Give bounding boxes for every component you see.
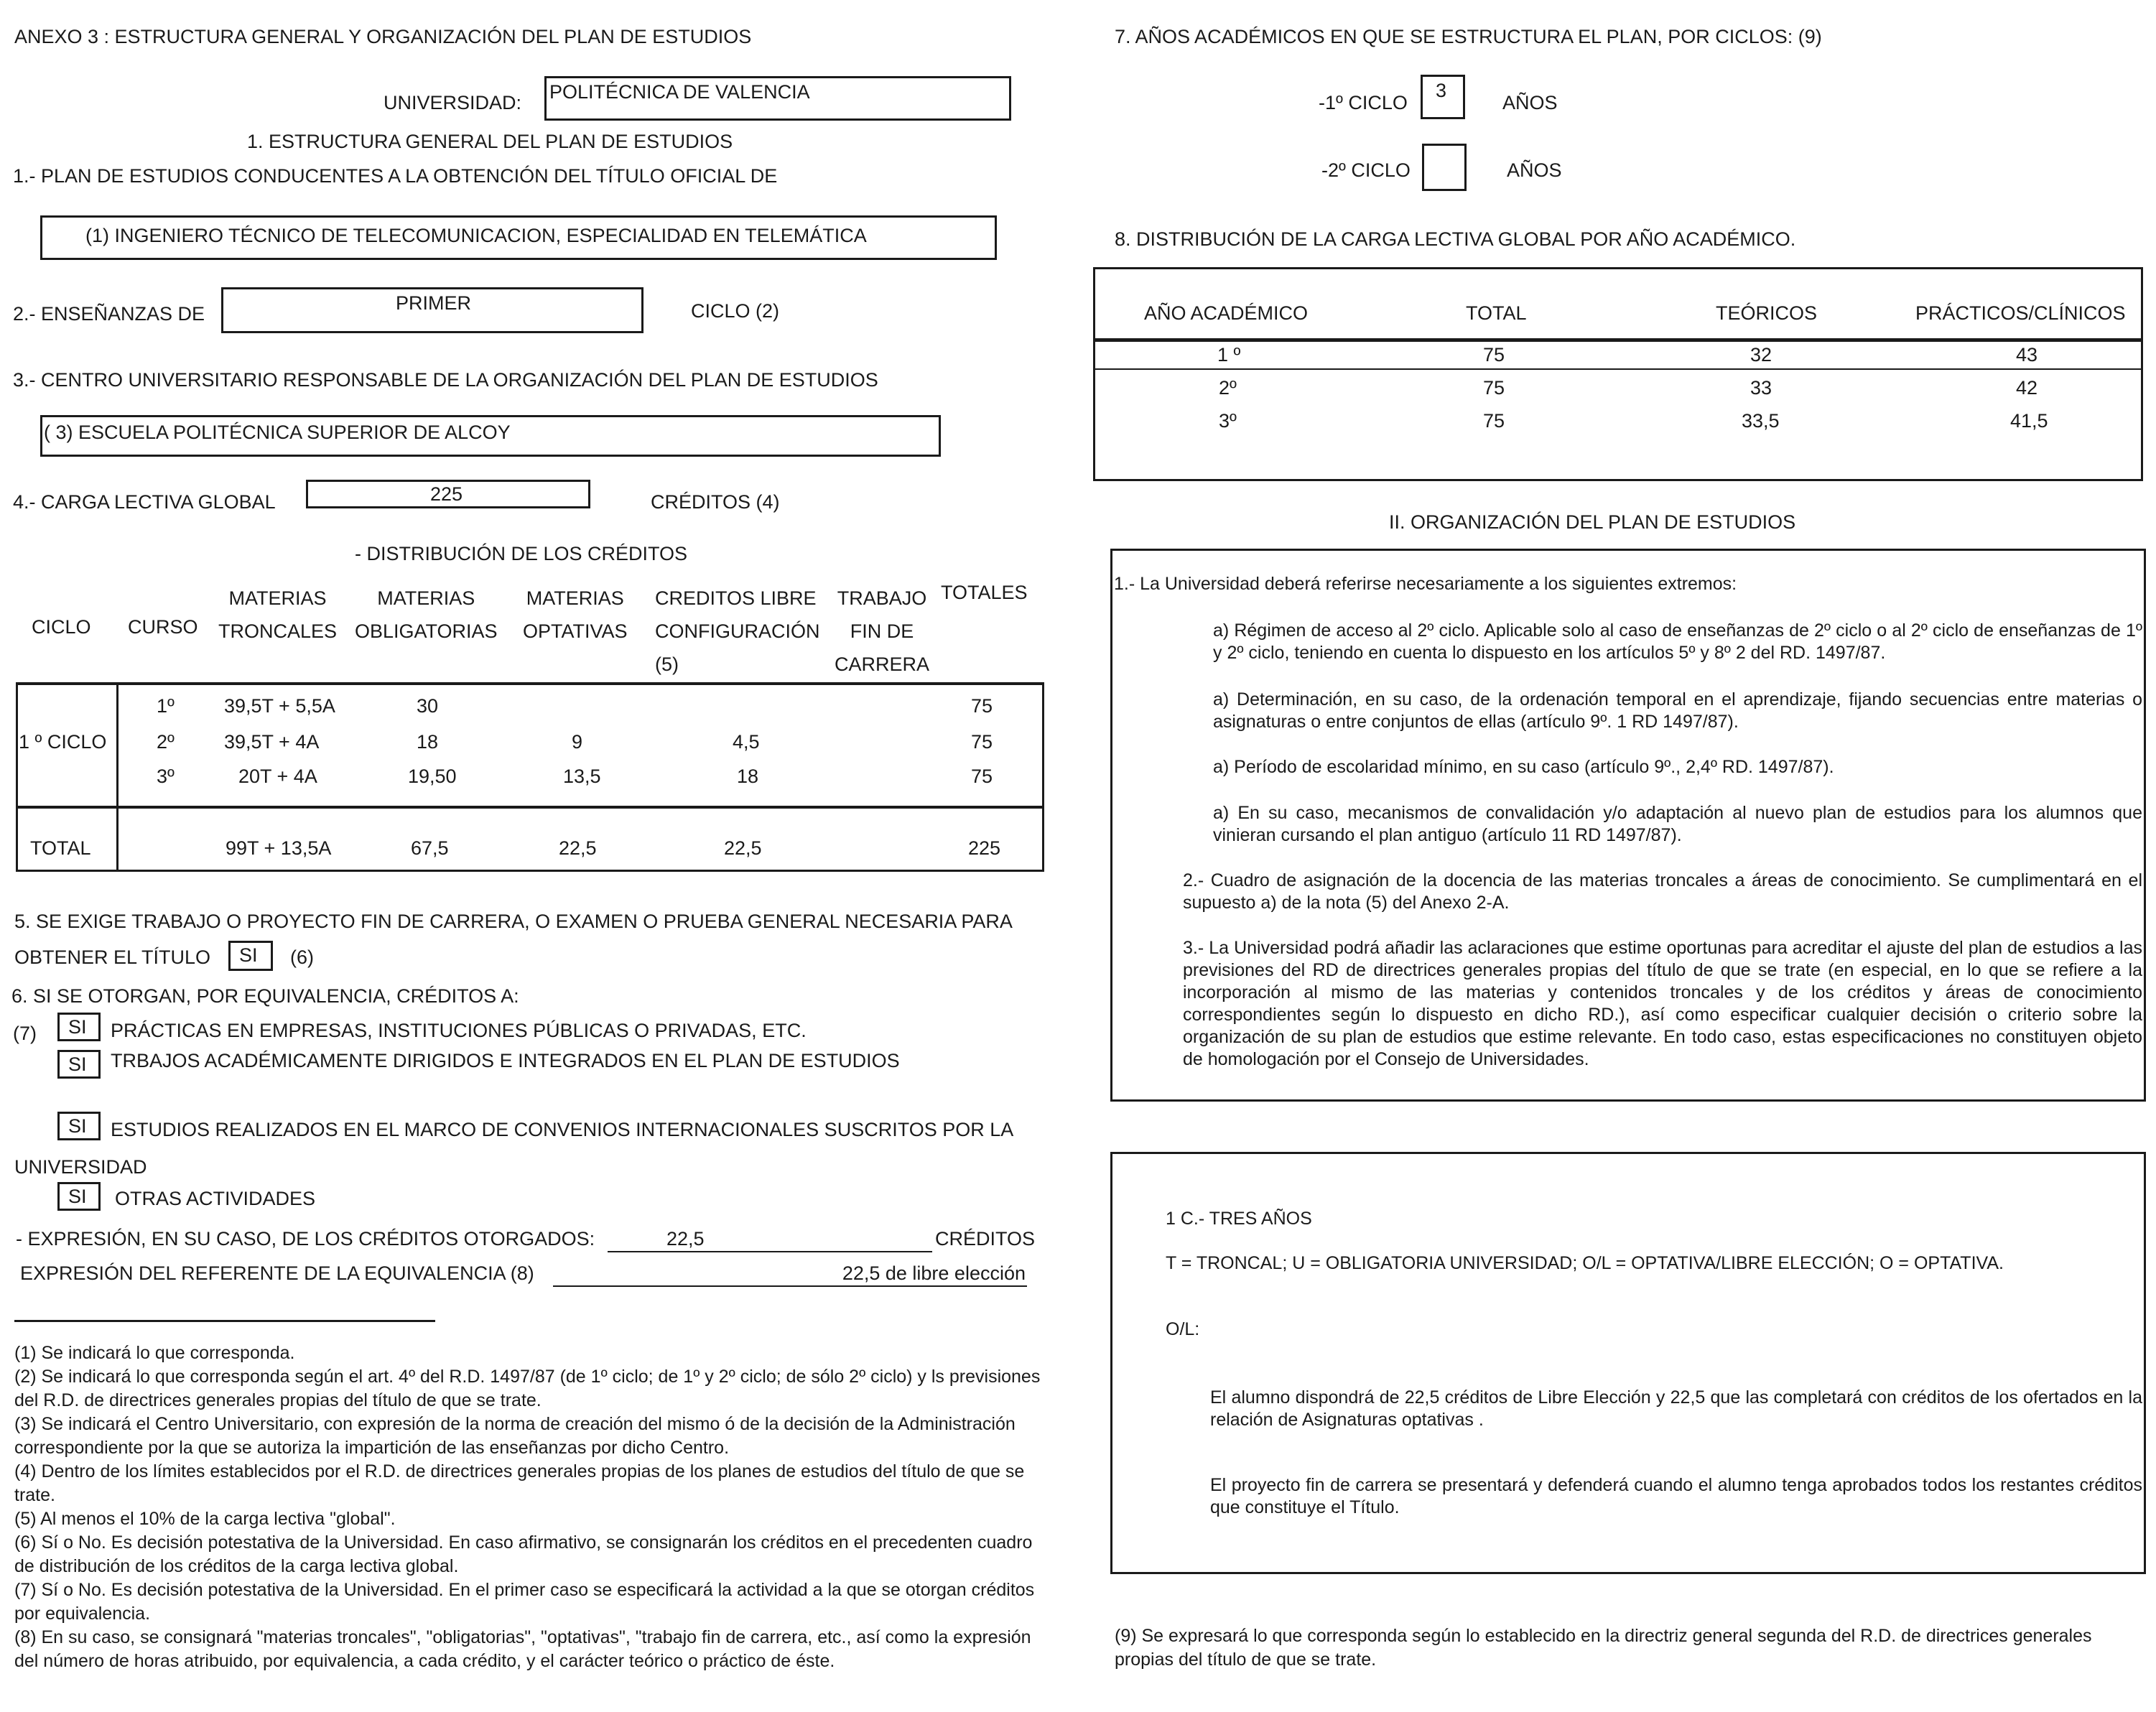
ac-row1-practicos: 43 [2016, 344, 2038, 366]
cycle2-label: -2º CICLO [1321, 159, 1411, 181]
row3-troncales: 20T + 4A [238, 766, 317, 787]
ac-row3-practicos: 41,5 [2010, 410, 2048, 432]
header-ciclo: CICLO [32, 616, 91, 638]
item5-note: (6) [290, 946, 314, 968]
ac-header-practicos: PRÁCTICOS/CLÍNICOS [1915, 302, 2126, 324]
equiv1-box [57, 1013, 101, 1041]
ref-line [553, 1262, 1027, 1287]
row2-troncales: 39,5T + 4A [224, 731, 320, 753]
item5-line2: OBTENER EL TÍTULO [14, 946, 211, 968]
total-label: TOTAL [30, 837, 91, 859]
header-libre: CREDITOS LIBRE CONFIGURACIÓN (5) [655, 587, 820, 675]
ac-row1-total: 75 [1483, 344, 1505, 366]
notes-paragraph-2: El proyecto fin de carrera se presentará y defenderá cuando el alumno tenga aprobados todos los restantes créditos que constituye el Título. [1210, 1475, 2142, 1517]
notes-paragraph-1: El alumno dispondrá de 22,5 créditos de Libre Elección y 22,5 que las completará con créditos de los ofertados en la relación de Asignaturas optativas . [1210, 1387, 2142, 1430]
equiv1-value: SI [68, 1016, 87, 1038]
credits-header-row [16, 574, 1044, 685]
cycle1-label: -1º CICLO [1319, 92, 1408, 113]
item2-suffix: CICLO (2) [691, 300, 780, 322]
org-paragraph-3: 3.- La Universidad podrá añadir las aclaraciones que estime oportunas para acreditar el ajuste del plan de estudios a las previsiones del RD de directrices generales propias del título de que se trate (en especial, en lo que se refiere a la incorporación al mismo de las materias y contenidos troncales y de los créditos y áreas de conocimiento correspondientes según lo dispuesto en dicho RD.), así como especificar cualquier decisión o criterio sobre la organización de su plan de estudios que estime relevante. En todo caso, estas especificaciones no constituyen objeto de homologación por el Consejo de Universidades. [1183, 938, 2142, 1069]
org-intro: 1.- La Universidad deberá referirse necesariamente a los siguientes extremos: [1114, 574, 1737, 594]
ac-row-rule [1095, 368, 2141, 370]
organization-box [1110, 549, 2146, 1102]
header-optativas: MATERIAS OPTATIVAS [523, 587, 628, 642]
org-item-4: a) En su caso, mecanismos de convalidación y/o adaptación al nuevo plan de estudios para los alumnos que vinieran cursando el plan antiguo (artículo 11 RD 1497/87). [1213, 803, 2142, 845]
cycle1-box [1421, 75, 1465, 119]
item5-value: SI [239, 944, 258, 966]
expr-value: 22,5 [666, 1228, 705, 1250]
annex-title: ANEXO 3 : ESTRUCTURA GENERAL Y ORGANIZACIÓN DEL PLAN DE ESTUDIOS [14, 26, 752, 47]
ac-row2-total: 75 [1483, 377, 1505, 399]
footnote-7: (7) Sí o No. Es decisión potestativa de la Universidad. En el primer caso se especificará la actividad a la que se otorgan créditos por equivalencia. [14, 1580, 1035, 1624]
distribution-title: - DISTRIBUCIÓN DE LOS CRÉDITOS [355, 543, 688, 564]
footnote-5: (5) Al menos el 10% de la carga lectiva "global". [14, 1509, 396, 1529]
expr-label: - EXPRESIÓN, EN SU CASO, DE LOS CRÉDITOS OTORGADOS: [16, 1228, 595, 1250]
center-value: ( 3) ESCUELA POLITÉCNICA SUPERIOR DE ALCOY [44, 422, 511, 443]
org-item-3: a) Período de escolaridad mínimo, en su caso (artículo 9º., 2,4º RD. 1497/87). [1213, 757, 1834, 777]
ref-label: EXPRESIÓN DEL REFERENTE DE LA EQUIVALENCIA (8) [20, 1262, 534, 1284]
equiv4-text: OTRAS ACTIVIDADES [115, 1188, 316, 1209]
item3-label: 3.- CENTRO UNIVERSITARIO RESPONSABLE DE LA ORGANIZACIÓN DEL PLAN DE ESTUDIOS [13, 369, 878, 391]
cycle1-suffix: AÑOS [1502, 92, 1558, 113]
item8-label: 8. DISTRIBUCIÓN DE LA CARGA LECTIVA GLOBAL POR AÑO ACADÉMICO. [1115, 228, 1796, 250]
expr-suffix: CRÉDITOS [935, 1228, 1036, 1250]
org-item-2: a) Determinación, en su caso, de la ordenación temporal en el aprendizaje, fijando secuencias entre materias o asignaturas o entre conjuntos de ellas (artículo 9º. 1 RD 1497/87). [1213, 689, 2142, 732]
ac-header-teoricos: TEÓRICOS [1716, 302, 1818, 324]
row2-optativas: 9 [572, 731, 583, 753]
center-field [40, 415, 941, 457]
header-troncales: MATERIAS TRONCALES [218, 587, 338, 642]
row3-optativas: 13,5 [563, 766, 601, 787]
cycle1-value: 3 [1436, 80, 1447, 101]
row1-troncales: 39,5T + 5,5A [224, 695, 335, 717]
university-field [544, 76, 1011, 121]
footnote-separator [14, 1320, 435, 1322]
row2-obligatorias: 18 [417, 731, 439, 753]
university-value: POLITÉCNICA DE VALENCIA [549, 81, 810, 103]
item5-line1: 5. SE EXIGE TRABAJO O PROYECTO FIN DE CARRERA, O EXAMEN O PRUEBA GENERAL NECESARIA PARA [14, 911, 1013, 932]
equiv3-value: SI [68, 1115, 87, 1137]
notes-line-2: T = TRONCAL; U = OBLIGATORIA UNIVERSIDAD; O/L = OPTATIVA/LIBRE ELECCIÓN; O = OPTATIVA. [1166, 1253, 2004, 1273]
cycle2-box [1422, 144, 1467, 191]
item4-label: 4.- CARGA LECTIVA GLOBAL [13, 491, 276, 513]
row3-curso: 3º [157, 766, 175, 787]
header-totales: TOTALES [941, 582, 1028, 603]
equiv3-box [57, 1112, 101, 1140]
degree-field [40, 215, 997, 260]
total-libre: 22,5 [724, 837, 762, 859]
ac-row2-practicos: 42 [2016, 377, 2038, 399]
footnote-4: (4) Dentro de los límites establecidos por el R.D. de directrices generales propias de los planes de estudios del título de que se trate. [14, 1461, 1025, 1505]
footnotes [14, 1341, 1041, 1673]
notes-line-3: O/L: [1166, 1319, 1200, 1339]
row3-totales: 75 [971, 766, 993, 787]
equiv4-box [57, 1182, 101, 1211]
equiv2-box [57, 1050, 101, 1079]
row3-obligatorias: 19,50 [408, 766, 457, 787]
ciclo-divider [116, 682, 119, 872]
item6-num: (7) [13, 1023, 37, 1044]
expr-line [608, 1228, 932, 1252]
university-label: UNIVERSIDAD: [384, 92, 522, 113]
ac-row3-year: 3º [1219, 410, 1237, 432]
ac-row1-year: 1 º [1217, 344, 1241, 366]
header-curso: CURSO [128, 616, 198, 638]
row2-libre: 4,5 [733, 731, 760, 753]
ac-header-year: AÑO ACADÉMICO [1144, 302, 1309, 324]
header-obligatorias: MATERIAS OBLIGATORIAS [355, 587, 498, 642]
credits-table [16, 574, 1044, 872]
item2-label: 2.- ENSEÑANZAS DE [13, 303, 205, 325]
item5-box [228, 941, 273, 971]
global-load-value: 225 [430, 483, 463, 505]
section2-title: II. ORGANIZACIÓN DEL PLAN DE ESTUDIOS [1389, 511, 1796, 533]
cycle-label: 1 º CICLO [19, 731, 107, 753]
row2-totales: 75 [971, 731, 993, 753]
cycle-field [221, 287, 643, 333]
ac-header-total: TOTAL [1466, 302, 1527, 324]
section1-title: 1. ESTRUCTURA GENERAL DEL PLAN DE ESTUDIOS [247, 131, 733, 152]
notes-box [1110, 1152, 2146, 1574]
footnote-8: (8) En su caso, se consignará "materias troncales", "obligatorias", "optativas", "trabajo fin de carrera, etc., así como la expresión del número de horas atribuido, por equivalencia, a cada crédito, y el carácter teórico o práctico de éste. [14, 1627, 1031, 1671]
footnote-9: (9) Se expresará lo que corresponda según lo establecido en la directriz general segunda del R.D. de directrices generales propias del título de que se trate. [1115, 1626, 2092, 1670]
ac-row2-teoricos: 33 [1750, 377, 1772, 399]
header-trabajo: TRABAJO FIN DE CARRERA [835, 587, 930, 675]
item6-label: 6. SI SE OTORGAN, POR EQUIVALENCIA, CRÉDITOS A: [11, 985, 519, 1007]
row1-totales: 75 [971, 695, 993, 717]
total-troncales: 99T + 13,5A [226, 837, 332, 859]
ac-row1-teoricos: 32 [1750, 344, 1772, 366]
item7-label: 7. AÑOS ACADÉMICOS EN QUE SE ESTRUCTURA EL PLAN, POR CICLOS: (9) [1115, 26, 1822, 47]
row3-libre: 18 [737, 766, 759, 787]
academic-table [1093, 267, 2143, 481]
degree-value: (1) INGENIERO TÉCNICO DE TELECOMUNICACION, ESPECIALIDAD EN TELEMÁTICA [85, 225, 867, 246]
ac-row3-teoricos: 33,5 [1742, 410, 1780, 432]
equiv1-text: PRÁCTICAS EN EMPRESAS, INSTITUCIONES PÚBLICAS O PRIVADAS, ETC. [111, 1020, 807, 1041]
org-paragraph-2: 2.- Cuadro de asignación de la docencia de las materias troncales a áreas de conocimiento. Se cumplimentará en el supuesto a) de la nota (5) del Anexo 2-A. [1183, 870, 2142, 913]
org-item-1: a) Régimen de acceso al 2º ciclo. Aplicable solo al caso de enseñanzas de 2º ciclo o al 2º ciclo de enseñanzas de 1º y 2º ciclo, teniendo en cuenta lo dispuesto en los artículos 5º y 8º 2 del RD. 1497/87. [1213, 620, 2142, 663]
ref-value: 22,5 de libre elección [842, 1262, 1026, 1284]
total-totales: 225 [968, 837, 1001, 859]
row1-obligatorias: 30 [417, 695, 439, 717]
equiv3-text: ESTUDIOS REALIZADOS EN EL MARCO DE CONVENIOS INTERNACIONALES SUSCRITOS POR LA [111, 1119, 1014, 1140]
equiv2-text: TRBAJOS ACADÉMICAMENTE DIRIGIDOS E INTEGRADOS EN EL PLAN DE ESTUDIOS [111, 1050, 900, 1071]
ac-row3-total: 75 [1483, 410, 1505, 432]
ac-header-rule [1095, 338, 2141, 342]
global-load-field [306, 480, 590, 508]
equiv2-value: SI [68, 1053, 87, 1075]
row2-curso: 2º [157, 731, 175, 753]
footnote-1: (1) Se indicará lo que corresponda. [14, 1343, 295, 1363]
footnote-3: (3) Se indicará el Centro Universitario, con expresión de la norma de creación del mismo ó de la decisión de la Administración correspondiente por la que se autoriza la impartición de las enseñanzas por dicho Centro. [14, 1414, 1016, 1458]
item4-suffix: CRÉDITOS (4) [651, 491, 780, 513]
footnote-6: (6) Sí o No. Es decisión potestativa de la Universidad. En caso afirmativo, se consignarán los créditos en el precedenten cuadro de distribución de los créditos de la carga lectiva global. [14, 1532, 1033, 1576]
item1-label: 1.- PLAN DE ESTUDIOS CONDUCENTES A LA OBTENCIÓN DEL TÍTULO OFICIAL DE [13, 165, 778, 187]
cycle2-suffix: AÑOS [1507, 159, 1562, 181]
total-optativas: 22,5 [559, 837, 597, 859]
total-obligatorias: 67,5 [411, 837, 449, 859]
ac-row2-year: 2º [1219, 377, 1237, 399]
footnote-2: (2) Se indicará lo que corresponda según el art. 4º del R.D. 1497/87 (de 1º ciclo; de 1º y 2º ciclo; de sólo 2º ciclo) y ls previsiones del R.D. de directrices generales propias del título de que se trate. [14, 1367, 1041, 1410]
equiv3-cont: UNIVERSIDAD [14, 1156, 147, 1178]
total-separator [16, 806, 1044, 809]
row1-curso: 1º [157, 695, 175, 717]
cycle-value: PRIMER [396, 292, 472, 314]
equiv4-value: SI [68, 1186, 87, 1207]
notes-line-1: 1 C.- TRES AÑOS [1166, 1209, 1312, 1229]
